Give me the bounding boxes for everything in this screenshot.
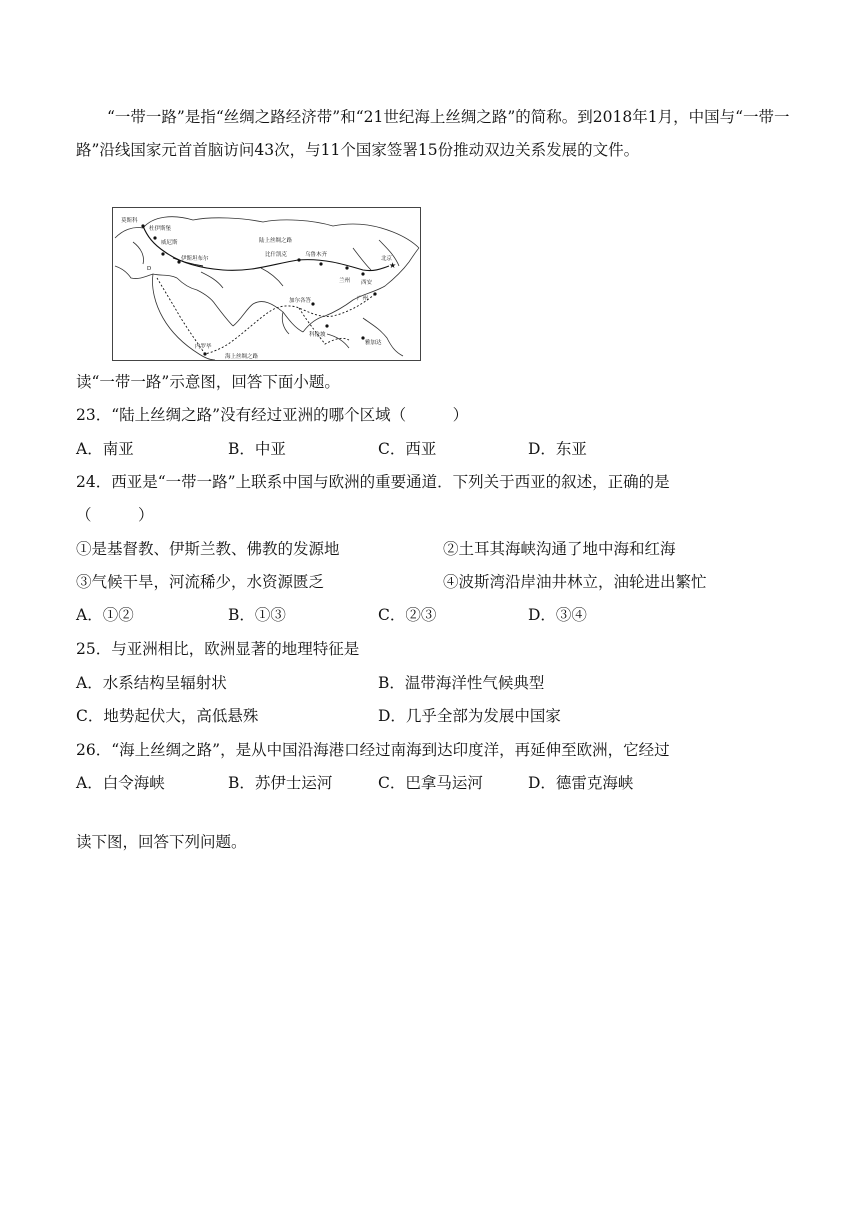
map-label-guangzhou: 广州 xyxy=(357,296,369,302)
q23-option-b: B．中亚 xyxy=(228,440,286,458)
q25-option-d: D．几乎全部为发展中国家 xyxy=(378,707,561,725)
map-label-istanbul: 伊斯坦布尔 xyxy=(181,256,209,262)
map-label-bishkek: 比什凯克 xyxy=(265,252,288,258)
map-label-jakarta: 雅加达 xyxy=(365,340,382,346)
q23-option-d: D．东亚 xyxy=(528,440,587,458)
map-label-colombo: 科伦坡 xyxy=(309,332,326,338)
q24-option-b: B．①③ xyxy=(228,606,286,624)
belt-road-map xyxy=(112,207,421,361)
q25-option-b: B．温带海洋性气候典型 xyxy=(378,674,545,692)
q23-option-a: A．南亚 xyxy=(76,440,134,458)
intro-paragraph: “一带一路”是指“丝绸之路经济带”和“21世纪海上丝绸之路”的简称。到2018年1月，中国与“一带一路”沿线国家元首首脑访问43次，与11个国家签署15份推动双边关系发展的文件。 xyxy=(76,108,790,159)
q23-stem: 23．“陆上丝绸之路”没有经过亚洲的哪个区域（ ） xyxy=(76,406,469,424)
map-label-sea-route: 海上丝绸之路 xyxy=(225,354,259,360)
q23-option-c: C．西亚 xyxy=(378,440,437,458)
q26-option-a: A．白令海峡 xyxy=(76,774,165,792)
map-label-venice: 威尼斯 xyxy=(161,240,178,246)
q24-option-a: A．①② xyxy=(76,606,134,624)
map-label-urumqi: 乌鲁木齐 xyxy=(305,252,328,258)
q24-stem: 24．西亚是“一带一路”上联系中国与欧洲的重要通道．下列关于西亚的叙述，正确的是 xyxy=(76,473,670,491)
map-label-nairobi: 内罗毕 xyxy=(195,344,212,350)
q25-stem: 25．与亚洲相比，欧洲显著的地理特征是 xyxy=(76,640,360,658)
map-caption: 读“一带一路”示意图，回答下面小题。 xyxy=(76,373,340,391)
map-label-xian: 西安 xyxy=(361,280,373,286)
q24-statement-2: ②土耳其海峡沟通了地中海和红海 xyxy=(443,540,676,558)
q24-option-d: D．③④ xyxy=(528,606,587,624)
q25-option-c: C．地势起伏大，高低悬殊 xyxy=(76,707,259,725)
map-label-moscow: 莫斯科 xyxy=(121,218,138,224)
map-label-lubeck: 杜伊斯堡 xyxy=(149,226,172,232)
map-label-d: D xyxy=(147,266,152,272)
q26-option-c: C．巴拿马运河 xyxy=(378,774,483,792)
map-label-kolkata: 加尔各答 xyxy=(289,298,312,304)
q24-paren: （ ） xyxy=(76,506,154,524)
q24-statement-4: ④波斯湾沿岸油井林立，油轮进出繁忙 xyxy=(443,573,707,591)
q26-option-b: B．苏伊士运河 xyxy=(228,774,333,792)
q26-option-d: D．德雷克海峡 xyxy=(528,774,634,792)
map-label-beijing: 北京 xyxy=(381,256,393,262)
map-label-lanzhou: 兰州 xyxy=(339,278,351,284)
q24-statement-3: ③气候干旱，河流稀少，水资源匮乏 xyxy=(76,573,325,591)
map-label-land-route: 陆上丝绸之路 xyxy=(259,238,293,244)
map-graphic xyxy=(113,208,420,360)
capital-star-icon: ★ xyxy=(389,261,397,270)
next-instruction: 读下图，回答下列问题。 xyxy=(76,833,247,851)
q24-statement-1: ①是基督教、伊斯兰教、佛教的发源地 xyxy=(76,540,340,558)
q25-option-a: A．水系结构呈辐射状 xyxy=(76,674,227,692)
q26-stem: 26．“海上丝绸之路”，是从中国沿海港口经过南海到达印度洋，再延伸至欧洲，它经过 xyxy=(76,741,670,759)
q24-option-c: C．②③ xyxy=(378,606,437,624)
